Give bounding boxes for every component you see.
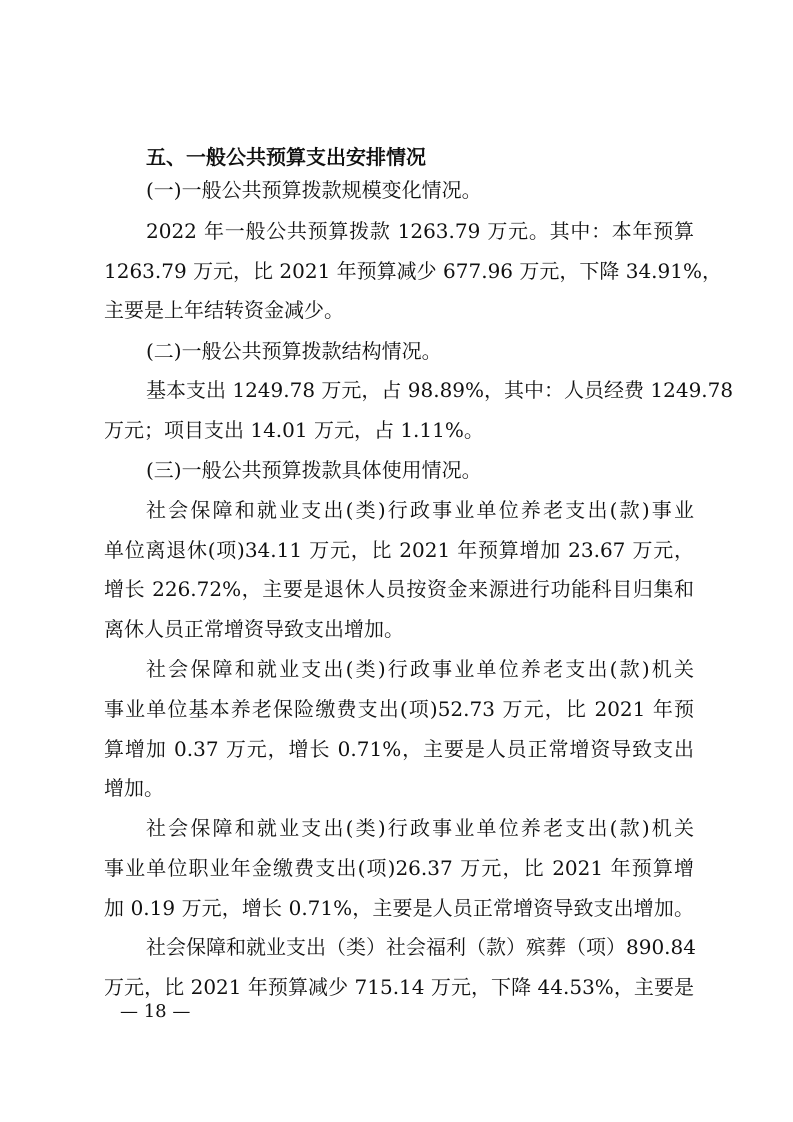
paragraph-line: 主要是上年结转资金减少。 [104,298,344,322]
paragraph-line: 加 0.19 万元，增长 0.71%，主要是人员正常增资导致支出增加。 [104,896,694,920]
paragraph-line: 离休人员正常增资导致支出增加。 [104,617,404,641]
paragraph-line: 社会保障和就业支出(类)行政事业单位养老支出(款)机关 [146,816,694,840]
subheading-scale: (一)一般公共预算拨款规模变化情况。 [146,178,482,202]
paragraph-line: 事业单位基本养老保险缴费支出(项)52.73 万元，比 2021 年预 [104,697,694,721]
page-number: — 18 — [120,1001,191,1022]
subheading-structure: (二)一般公共预算拨款结构情况。 [146,339,442,363]
paragraph-line: 社会保障和就业支出(类)行政事业单位养老支出(款)事业 [146,498,694,522]
subheading-usage: (三)一般公共预算拨款具体使用情况。 [146,458,482,482]
paragraph-line: 万元，比 2021 年预算减少 715.14 万元，下降 44.53%，主要是 [104,975,694,999]
paragraph-line: 万元；项目支出 14.01 万元，占 1.11%。 [104,418,484,442]
paragraph-line: 社会保障和就业支出(类)行政事业单位养老支出(款)机关 [146,657,694,681]
paragraph-line: 1263.79 万元，比 2021 年预算减少 677.96 万元，下降 34.91%， [104,259,722,283]
paragraph-line: 增加。 [104,776,164,800]
paragraph-line: 算增加 0.37 万元，增长 0.71%，主要是人员正常增资导致支出 [104,737,694,761]
paragraph-line: 2022 年一般公共预算拨款 1263.79 万元。其中：本年预算 [146,219,694,243]
paragraph-line: 社会保障和就业支出（类）社会福利（款）殡葬（项）890.84 [146,935,696,959]
paragraph-line: 增长 226.72%，主要是退休人员按资金来源进行功能科目归集和 [104,577,694,601]
paragraph-line: 基本支出 1249.78 万元，占 98.89%，其中：人员经费 1249.78 [146,378,734,402]
section-heading: 五、一般公共预算支出安排情况 [146,145,426,169]
paragraph-line: 事业单位职业年金缴费支出(项)26.37 万元，比 2021 年预算增 [104,856,694,880]
paragraph-line: 单位离退休(项)34.11 万元，比 2021 年预算增加 23.67 万元， [104,538,694,562]
